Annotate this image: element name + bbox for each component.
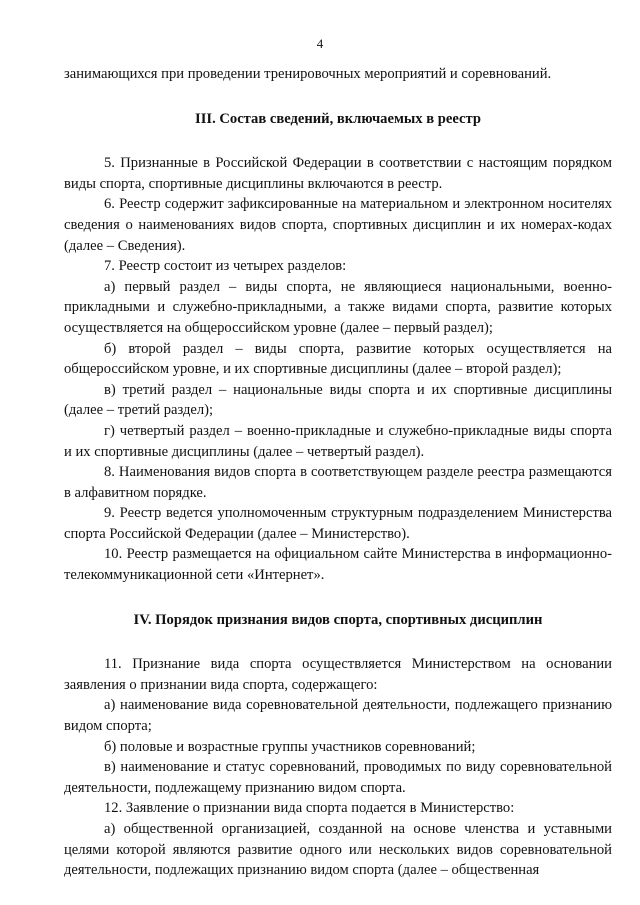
page-number: 4	[316, 36, 324, 51]
lead-in-paragraph: занимающихся при проведении тренировочных мероприятий и соревнований.	[64, 66, 552, 82]
paragraph-7d: г) четвертый раздел – военно-прикладные и служебно-прикладные виды спорта и их спортивные дисциплины (далее – четвертый раздел).	[64, 422, 612, 460]
section-4-heading: IV. Порядок признания видов спорта, спортивных дисциплин	[133, 611, 543, 628]
paragraph-7a: а) первый раздел – виды спорта, не являющиеся национальными, военно-прикладными и служебно-прикладными, а также видами спорта, развитие которых осуществляется на общероссийском уровне (далее – первый раздел);	[64, 278, 612, 336]
paragraph-11c: в) наименование и статус соревнований, проводимых по виду соревновательной деятельности, подлежащему признанию видом спорта.	[64, 759, 612, 796]
paragraph-7b: б) второй раздел – виды спорта, развитие которых осуществляется на общероссийском уровне, и их спортивные дисциплины (далее – второй раздел);	[64, 340, 612, 378]
paragraph-7: 7. Реестр состоит из четырех разделов:	[104, 258, 347, 275]
paragraph-6: 6. Реестр содержит зафиксированные на материальном и электронном носителях сведения о наименованиях видов спорта, спортивных дисциплин и их номерах-кодах (далее – Сведения).	[64, 196, 612, 254]
paragraph-10: 10. Реестр размещается на официальном сайте Министерства в информационно-телекоммуникационной сети «Интернет».	[64, 546, 612, 584]
paragraph-12: 12. Заявление о признании вида спорта подается в Министерство:	[104, 800, 515, 817]
paragraph-9: 9. Реестр ведется уполномоченным структурным подразделением Министерства спорта Российской Федерации (далее – Министерство).	[64, 505, 612, 542]
paragraph-11a: а) наименование вида соревновательной деятельности, подлежащего признанию видом спорта;	[64, 697, 612, 735]
paragraph-5: 5. Признанные в Российской Федерации в соответствии с настоящим порядком виды спорта, спортивные дисциплины включаются в реестр.	[64, 155, 612, 192]
section-3-heading: III. Состав сведений, включаемых в реестр	[195, 110, 481, 127]
document-body	[64, 64, 612, 881]
paragraph-7c: в) третий раздел – национальные виды спорта и их спортивные дисциплины (далее – третий раздел);	[64, 381, 612, 419]
paragraph-11: 11. Признание вида спорта осуществляется Министерством на основании заявления о признании вида спорта, содержащего:	[64, 656, 612, 693]
paragraph-11b: б) половые и возрастные группы участников соревнований;	[104, 738, 476, 755]
paragraph-12a: а) общественной организацией, созданной на основе членства и уставными целями которой являются развитие одного или нескольких видов соревновательной деятельности, подлежащих признанию видом спорта (далее – общественная	[64, 821, 612, 879]
paragraph-8: 8. Наименования видов спорта в соответствующем разделе реестра размещаются в алфавитном порядке.	[64, 464, 612, 501]
